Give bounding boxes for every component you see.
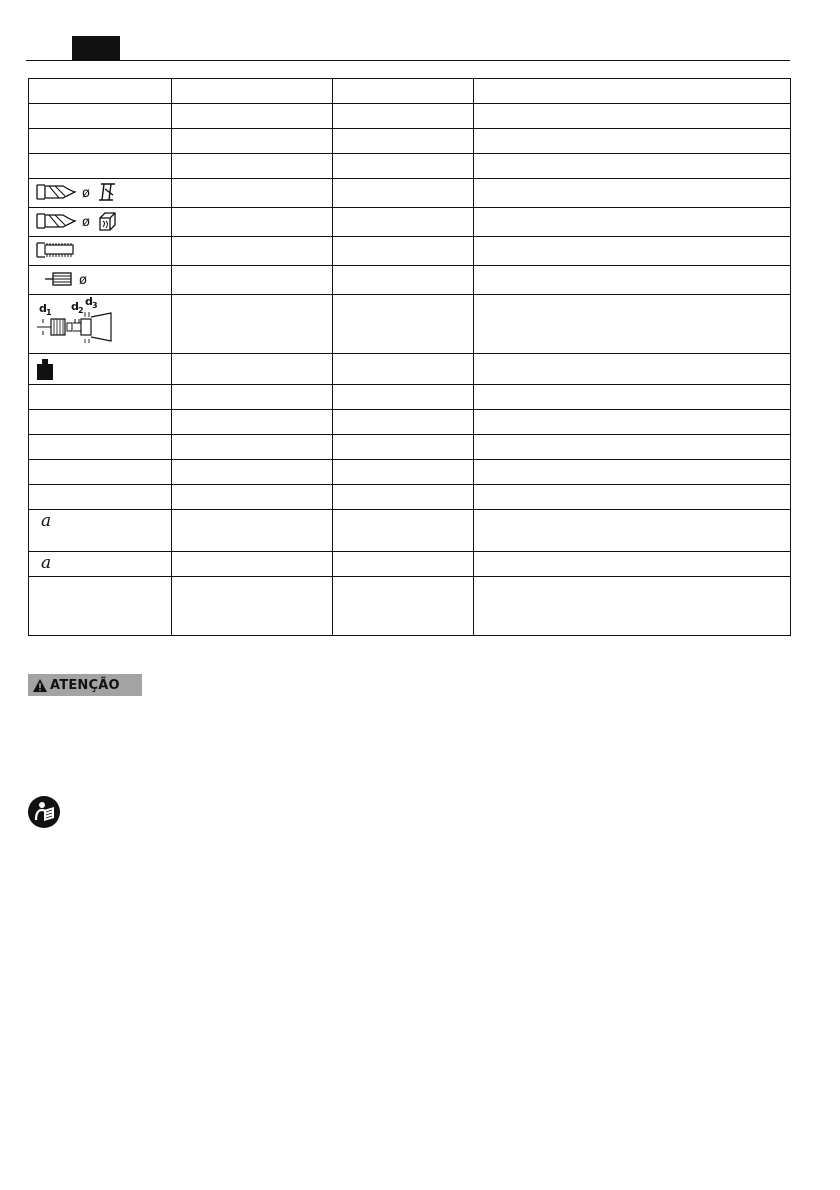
drill-steel-diameter-icon [33, 181, 133, 203]
chuck-dimensions-icon [33, 297, 133, 349]
technical-data-table [28, 78, 791, 636]
svg-text:3: 3 [92, 301, 98, 310]
table-row [29, 410, 791, 435]
table-row [29, 510, 791, 552]
table-row [29, 435, 791, 460]
svg-text:d: d [39, 302, 47, 315]
table-row [29, 208, 791, 237]
table-row [29, 460, 791, 485]
acceleration-icon: a [41, 553, 52, 573]
table-row [29, 295, 791, 354]
svg-text:1: 1 [46, 308, 52, 317]
svg-text:d: d [85, 297, 93, 308]
diameter-symbol: ø [79, 273, 87, 288]
tap-diameter-icon [33, 268, 133, 290]
read-manual-icon [28, 796, 60, 828]
table-row [29, 385, 791, 410]
acceleration-icon: a [41, 511, 52, 531]
table-row [29, 179, 791, 208]
table-row [29, 154, 791, 179]
warning-badge [28, 674, 142, 696]
warning-label: ATENÇÃO [50, 677, 120, 693]
diameter-symbol: ø [82, 186, 90, 201]
table-row [29, 104, 791, 129]
weight-icon [33, 356, 63, 382]
table-row [29, 485, 791, 510]
svg-text:2: 2 [78, 306, 84, 315]
diameter-symbol: ø [82, 215, 90, 230]
warning-triangle-icon [32, 678, 48, 693]
table-row [29, 266, 791, 295]
table-row [29, 129, 791, 154]
thread-icon [33, 239, 133, 261]
table-row [29, 237, 791, 266]
svg-text:d: d [71, 300, 79, 313]
header-rule [26, 60, 790, 61]
table-row [29, 577, 791, 636]
table-row [29, 79, 791, 104]
table-row [29, 552, 791, 577]
page-header-tab [72, 36, 120, 61]
drill-wood-diameter-icon [33, 210, 133, 232]
table-row [29, 354, 791, 385]
